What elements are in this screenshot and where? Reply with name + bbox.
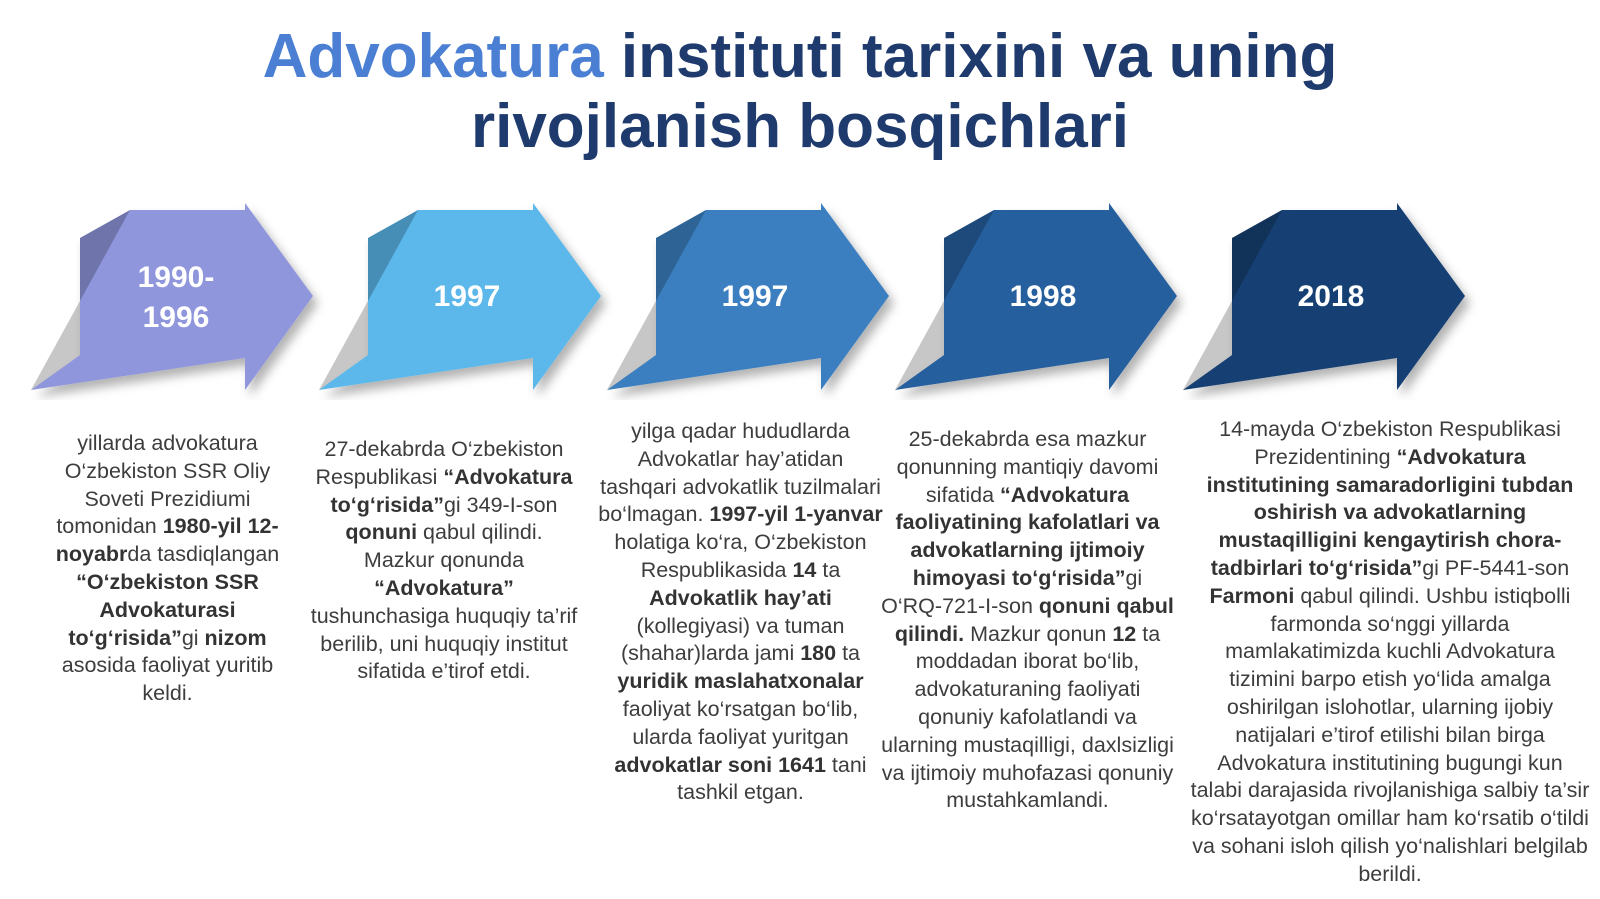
description-1-fragment: gi	[181, 625, 205, 650]
arrow-label-1-line2: 1996	[142, 301, 210, 334]
description-4-fragment: ta moddadan iborat bo‘lib, advokaturaning faoliyati qonuniy kafolatlandi va ularning mustaqilligi, daxlsizligi va ijtimoiy muhofazasi qonuniy mustahkamlandi.	[881, 621, 1174, 813]
description-2-fragment: gi 349-I-son	[443, 492, 558, 517]
arrow-label-1	[86, 258, 266, 338]
title-rest-line1: instituti tarixini va uning	[603, 22, 1338, 91]
arrow-label-5-text: 2018	[1297, 280, 1365, 313]
title-accent: Advokatura	[262, 22, 604, 91]
title-line2: rivojlanish bosqichlari	[470, 92, 1130, 161]
description-5-fragment: gi PF-5441-son	[1422, 555, 1570, 580]
description-4-fragment: “Advokatura faoliyatining kafolatlari va advokatlarning ijtimoiy himoyasi to‘g‘risida”	[895, 482, 1160, 590]
stage-description-5	[1190, 416, 1590, 889]
description-2-fragment: qonuni	[345, 520, 418, 545]
description-4-fragment: 12	[1112, 621, 1137, 646]
stage-description-1	[40, 430, 295, 708]
description-1-fragment: asosida faoliyat yuritib keldi.	[61, 653, 274, 706]
description-4-fragment: 25-dekabrda esa mazkur qonunning mantiqiy davomi sifatida	[896, 427, 1159, 507]
description-1-fragment: “O‘zbekiston SSR Advokaturasi to‘g‘risida”	[68, 569, 259, 650]
arrow-label-4	[953, 277, 1133, 317]
arrow-label-3-text: 1997	[721, 280, 789, 313]
stage-description-2	[308, 436, 580, 686]
description-1-fragment: da tasdiqlangan	[127, 542, 280, 567]
description-4-fragment: Mazkur qonun	[964, 621, 1113, 646]
description-5-fragment: Farmoni	[1209, 583, 1295, 608]
description-3-fragment: yuridik maslahatxonalar	[617, 669, 864, 694]
description-4-fragment: gi O‘RQ-721-I-son	[881, 565, 1143, 618]
description-3-fragment: 1997-yil 1-yanvar	[709, 502, 883, 527]
description-1-fragment: yillarda advokatura O‘zbekiston SSR Oliy Soveti Prezidiumi tomonidan	[56, 431, 271, 539]
description-3-fragment: Advokatlik hay’ati	[649, 585, 832, 610]
description-3-fragment: ta	[836, 641, 860, 666]
arrow-label-5	[1241, 277, 1421, 317]
description-5-fragment: 14-mayda O‘zbekiston Respublikasi Prezidentining	[1219, 417, 1561, 469]
description-3-fragment: 14	[792, 557, 817, 582]
description-3-fragment: 180	[800, 641, 837, 666]
stage-description-4	[880, 426, 1175, 815]
timeline-arrows	[0, 200, 1600, 400]
description-3-fragment: faoliyat ko‘rsatgan bo‘lib, ularda faoliyat yuritgan	[622, 696, 859, 749]
description-2-fragment: “Advokatura to‘g‘risida”	[330, 464, 573, 517]
description-2-fragment: tushunchasiga huquqiy ta’rif berilib, uni huquqiy institut sifatida e’tirof etdi.	[310, 603, 578, 684]
arrow-label-4-text: 1998	[1009, 280, 1077, 313]
description-5-fragment: “Advokatura institutining samaradorligini tubdan oshirish va advokatlarning mustaqilligini kengaytirish chora-tadbirlari to‘g‘risida”	[1206, 444, 1574, 580]
description-3-fragment: holatiga ko‘ra, O‘zbekiston Respublikasida	[614, 530, 867, 582]
description-2-fragment: qabul qilindi. Mazkur qonunda	[363, 520, 543, 573]
arrow-label-2	[377, 277, 557, 317]
stage-description-3	[598, 418, 883, 807]
description-3-fragment: (kollegiyasi) va tuman (shahar)larda jami	[620, 613, 845, 666]
description-3-fragment: ta	[816, 557, 841, 582]
description-1-fragment: nizom	[204, 625, 267, 650]
description-4-fragment: qonuni qabul qilindi.	[894, 593, 1174, 646]
description-2-fragment: “Advokatura”	[374, 575, 514, 600]
description-5-fragment: qabul qilindi. Ushbu istiqbolli farmonda so‘nggi yillarda mamlakatimizda kuchli Advokatura tizimini barpo etish yo‘lida amalga oshirilgan islohotlar, ularning ijobiy natijalari e’tirof etilishi bilan birga Advokatura institutining bugungi kun talabi darajasida rivojlanishiga salbiy ta’sir ko‘rsatayotgan omillar ham ko‘rsatib o‘tildi va sohani isloh qilish yo‘nalishlari belgilab berildi.	[1190, 583, 1590, 886]
description-2-fragment: 27-dekabrda O‘zbekiston Respublikasi	[315, 437, 564, 489]
arrow-label-2-text: 1997	[433, 280, 501, 313]
description-1-fragment: 1980-yil 12-noyabr	[55, 514, 279, 567]
description-3-fragment: advokatlar soni 1641	[614, 752, 826, 777]
description-3-fragment: yilga qadar hududlarda Advokatlar hay’atidan tashqari advokatlik tuzilmalari bo‘lmagan.	[598, 419, 881, 527]
page-title	[0, 22, 1600, 162]
description-3-fragment: tani tashkil etgan.	[677, 752, 867, 805]
arrow-label-3	[665, 277, 845, 317]
arrow-label-1-line1: 1990-	[137, 261, 215, 294]
